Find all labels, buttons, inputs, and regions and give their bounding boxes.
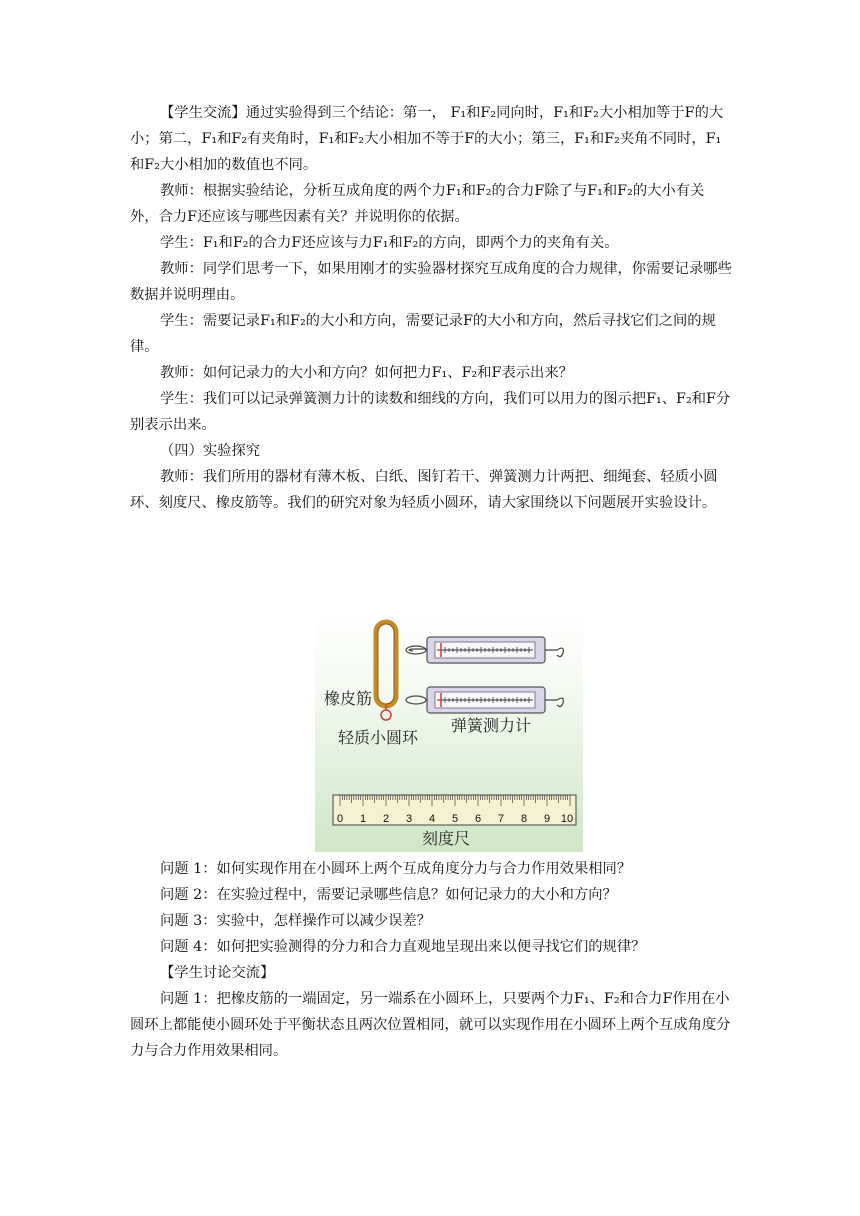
text-block-top: [130, 100, 732, 516]
question-item: 问题 1：如何实现作用在小圆环上两个互成角度分力与合力作用效果相同？: [160, 861, 632, 877]
spring-scale-icon: [406, 637, 563, 663]
question-item: 问题 2：在实验过程中，需要记录哪些信息？如何记录力的大小和方向？: [160, 887, 617, 903]
label-rubber-band: 橡皮筋: [324, 691, 373, 708]
question-item: 问题 4：如何把实验测得的分力和合力直观地呈现出来以便寻找它们的规律？: [160, 939, 646, 955]
paragraph: 教师：同学们思考一下，如果用刚才的实验器材探究互成角度的合力规律，你需要记录哪些数据并说明理由。: [130, 261, 732, 303]
label-ruler: 刻度尺: [422, 831, 471, 848]
section-heading: （四）实验探究: [160, 443, 261, 459]
ruler-number: 0: [336, 813, 344, 825]
equipment-figure: [315, 615, 583, 852]
ruler-number: 10: [560, 813, 574, 825]
ruler-number: 2: [382, 813, 390, 825]
question-item: 问题 3：实验中，怎样操作可以减少误差？: [160, 913, 431, 929]
spring-scale-icon: [406, 687, 563, 713]
ruler-number: 7: [497, 813, 505, 825]
paragraph: 教师：我们所用的器材有薄木板、白纸、图钉若干、弹簧测力计两把、细绳套、轻质小圆环、刻度尺、橡皮筋等。我们的研究对象为轻质小圆环，请大家围绕以下问题展开实验设计。: [130, 469, 718, 511]
ruler-number: 6: [474, 813, 482, 825]
paragraph: 【学生交流】通过实验得到三个结论：第一， F₁和F₂同向时，F₁和F₂大小相加等于F的大小；第二，F₁和F₂有夹角时，F₁和F₂大小相加不等于F的大小；第三，F₁和F₂夹角不同时，F₁和F₂大小相加的数值也不同。: [130, 105, 724, 173]
paragraph: 教师：根据实验结论，分析互成角度的两个力F₁和F₂的合力F除了与F₁和F₂的大小有关外，合力F还应该与哪些因素有关？并说明你的依据。: [130, 183, 705, 225]
ruler-number: 5: [451, 813, 459, 825]
ruler-number: 4: [428, 813, 436, 825]
ruler-number: 3: [405, 813, 413, 825]
label-ring: 轻质小圆环: [338, 730, 419, 747]
text-block-bottom: [130, 856, 732, 1064]
paragraph: 学生：我们可以记录弹簧测力计的读数和细线的方向，我们可以用力的图示把F₁、F₂和F分别表示出来。: [130, 391, 731, 433]
figure-svg: [315, 615, 583, 852]
section-heading: 【学生讨论交流】: [160, 965, 275, 981]
paragraph: 问题 1：把橡皮筋的一端固定，另一端系在小圆环上，只要两个力F₁、F₂和合力F作用在小圆环上都能使小圆环处于平衡状态且两次位置相同，就可以实现作用在小圆环上两个互成角度分力与合力作用效果相同。: [130, 991, 731, 1059]
ruler-number: 1: [359, 813, 367, 825]
label-spring-scale: 弹簧测力计: [451, 718, 532, 735]
paragraph: 教师：如何记录力的大小和方向？如何把力F₁、F₂和F表示出来？: [160, 365, 573, 381]
ruler-icon: [333, 795, 576, 825]
paragraph: 学生：需要记录F₁和F₂的大小和方向，需要记录F的大小和方向，然后寻找它们之间的规律。: [130, 313, 716, 355]
ruler-number: 8: [520, 813, 528, 825]
ruler-number: 9: [543, 813, 551, 825]
paragraph: 学生：F₁和F₂的合力F还应该与力F₁和F₂的方向，即两个力的夹角有关。: [160, 235, 619, 251]
